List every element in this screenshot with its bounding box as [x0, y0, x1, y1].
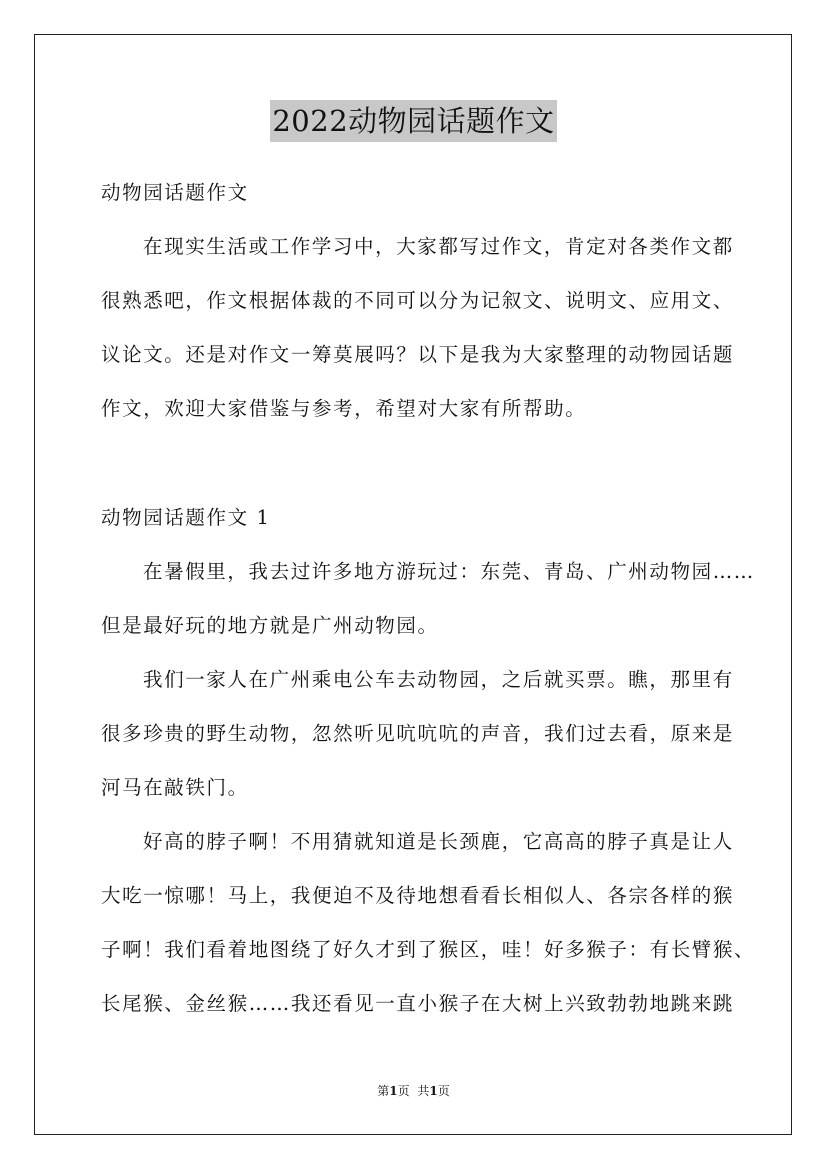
document-title: 2022动物园话题作文 [270, 100, 556, 142]
paragraph-line: 子啊！我们看着地图绕了好久才到了猴区，哇！好多猴子：有长臂猴、 [101, 938, 756, 961]
paragraph-line: 好高的脖子啊！不用猜就知道是长颈鹿，它高高的脖子真是让人 [143, 830, 734, 853]
footer-page-suffix: 页 [397, 1084, 410, 1098]
paragraph-line: 很熟悉吧，作文根据体裁的不同可以分为记叙文、说明文、应用文、 [101, 289, 735, 312]
paragraph-line: 在现实生活或工作学习中，大家都写过作文，肯定对各类作文都 [143, 235, 734, 258]
footer-page-number: 1 [389, 1084, 398, 1098]
footer-total-prefix: 共 [417, 1084, 430, 1098]
title-container [0, 100, 827, 142]
paragraph-line: 很多珍贵的野生动物，忽然听见吭吭吭的声音，我们过去看，原来是 [101, 722, 735, 745]
paragraph-line: 我们一家人在广州乘电公车去动物园，之后就买票。瞧，那里有 [143, 668, 734, 691]
paragraph-line: 长尾猴、金丝猴……我还看见一直小猴子在大树上兴致勃勃地跳来跳 [101, 992, 735, 1015]
footer-total-suffix: 页 [437, 1084, 450, 1098]
paragraph-line: 议论文。还是对作文一筹莫展吗？以下是我为大家整理的动物园话题 [101, 343, 735, 366]
footer-total-number: 1 [429, 1084, 438, 1098]
section-heading: 动物园话题作文 1 [101, 506, 271, 529]
subtitle: 动物园话题作文 [101, 181, 249, 204]
paragraph-line: 大吃一惊哪！马上，我便迫不及待地想看看长相似人、各宗各样的猴 [101, 884, 735, 907]
page-footer [0, 1082, 827, 1100]
footer-page-prefix: 第 [377, 1084, 390, 1098]
paragraph-line: 作文，欢迎大家借鉴与参考，希望对大家有所帮助。 [101, 397, 587, 420]
paragraph-line: 河马在敲铁门。 [101, 776, 249, 799]
paragraph-line: 但是最好玩的地方就是广州动物园。 [101, 614, 439, 637]
paragraph-line: 在暑假里，我去过许多地方游玩过：东莞、青岛、广州动物园…… [143, 560, 755, 583]
